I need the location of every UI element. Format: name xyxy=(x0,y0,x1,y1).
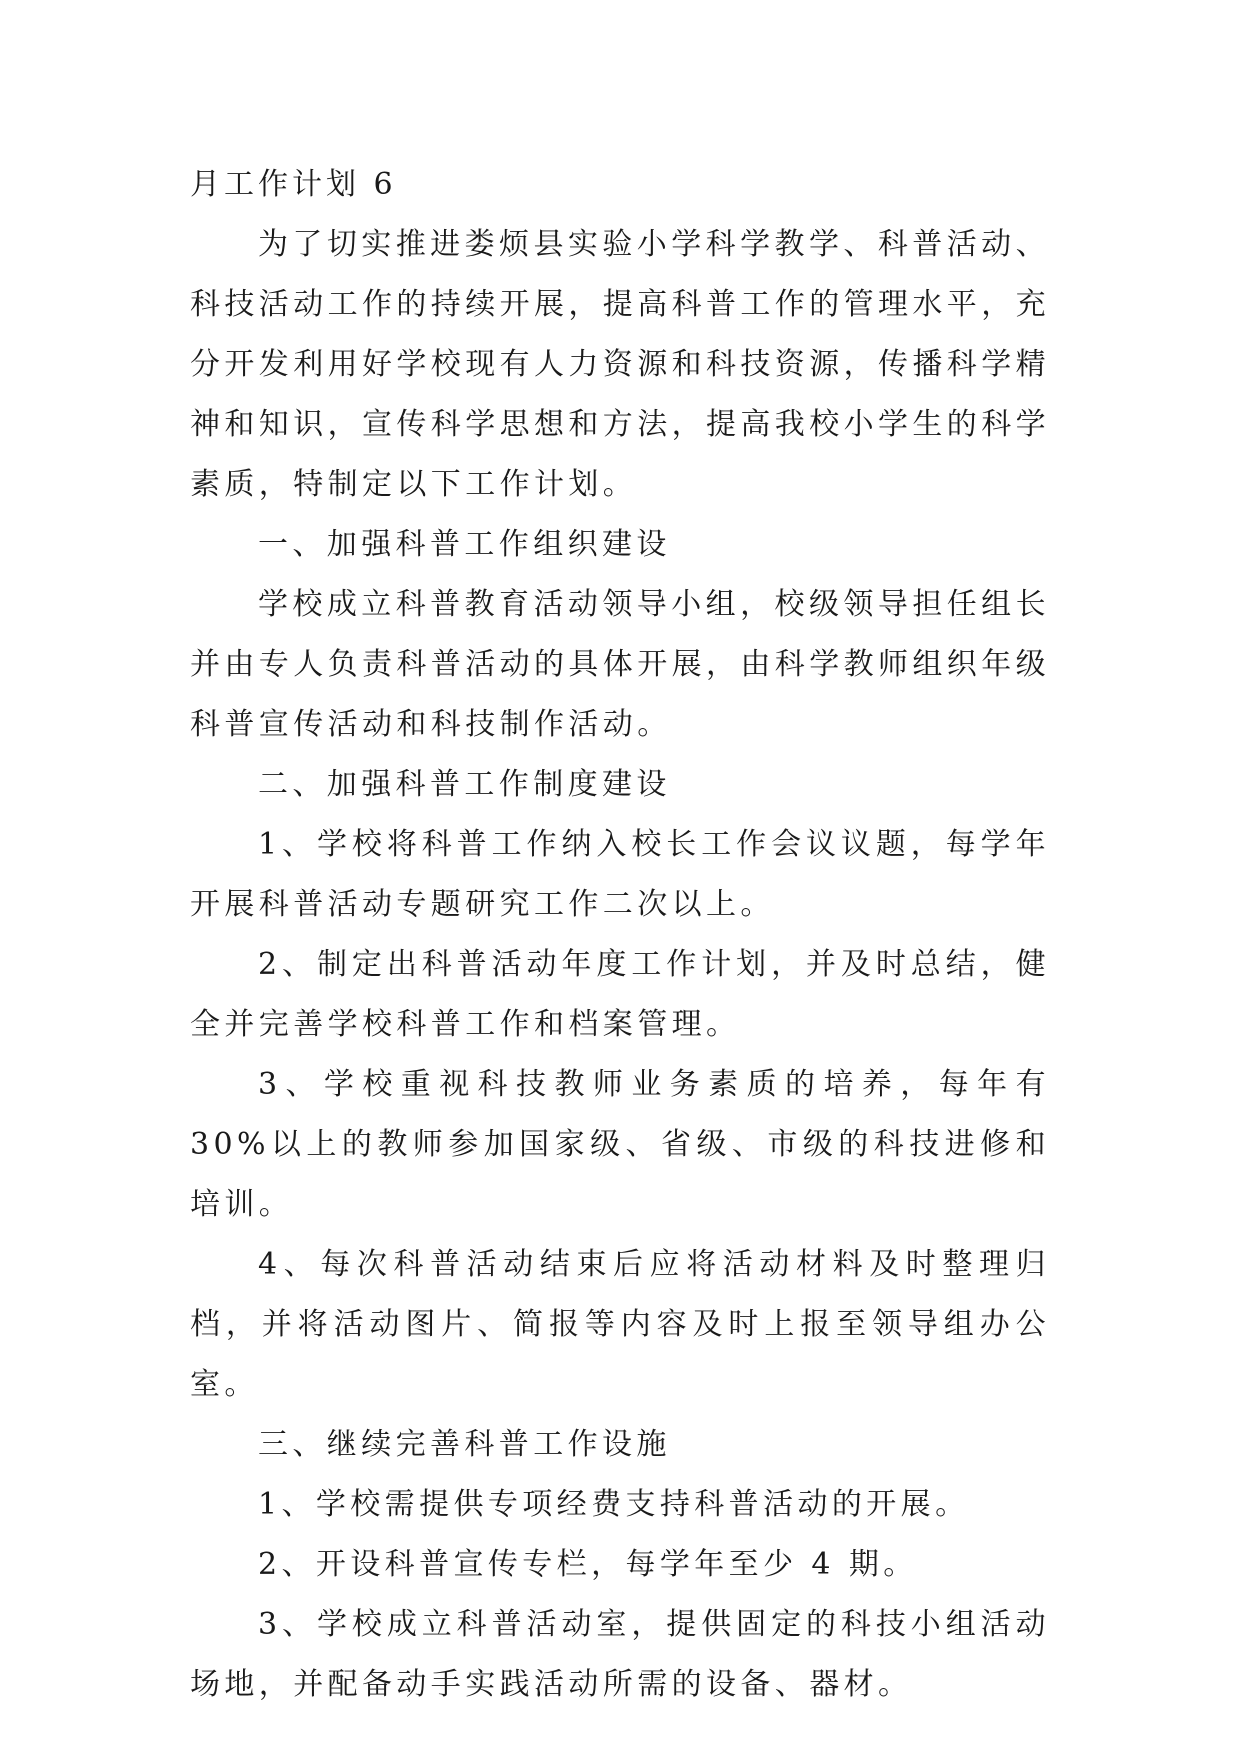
document-title: 月工作计划 6 xyxy=(190,167,397,202)
document-body xyxy=(190,155,1050,1715)
section-2-item-3: 3、学校重视科技教师业务素质的培养，每年有 30%以上的教师参加国家级、省级、市级的科技进修和培训。 xyxy=(190,1067,1050,1222)
section-2-item-2: 2、制定出科普活动年度工作计划，并及时总结，健全并完善学校科普工作和档案管理。 xyxy=(190,947,1050,1042)
section-heading-1: 一、加强科普工作组织建设 xyxy=(258,527,671,562)
section-heading-2: 二、加强科普工作制度建设 xyxy=(258,767,671,802)
intro-paragraph: 为了切实推进娄烦县实验小学科学教学、科普活动、科技活动工作的持续开展，提高科普工作的管理水平，充分开发利用好学校现有人力资源和科技资源，传播科学精神和知识，宣传科学思想和方法，提高我校小学生的科学素质，特制定以下工作计划。 xyxy=(190,227,1050,502)
section-heading-3: 三、继续完善科普工作设施 xyxy=(258,1427,671,1462)
section-2-item-1: 1、学校将科普工作纳入校长工作会议议题，每学年开展科普活动专题研究工作二次以上。 xyxy=(190,827,1050,922)
section-1-paragraph: 学校成立科普教育活动领导小组，校级领导担任组长并由专人负责科普活动的具体开展，由科学教师组织年级科普宣传活动和科技制作活动。 xyxy=(190,587,1050,742)
section-3-item-2: 2、开设科普宣传专栏，每学年至少 4 期。 xyxy=(258,1547,918,1582)
section-3-item-3: 3、学校成立科普活动室，提供固定的科技小组活动场地，并配备动手实践活动所需的设备、器材。 xyxy=(190,1607,1050,1702)
section-2-item-4: 4、每次科普活动结束后应将活动材料及时整理归档，并将活动图片、简报等内容及时上报至领导组办公室。 xyxy=(190,1247,1050,1402)
section-3-item-1: 1、学校需提供专项经费支持科普活动的开展。 xyxy=(258,1487,970,1522)
